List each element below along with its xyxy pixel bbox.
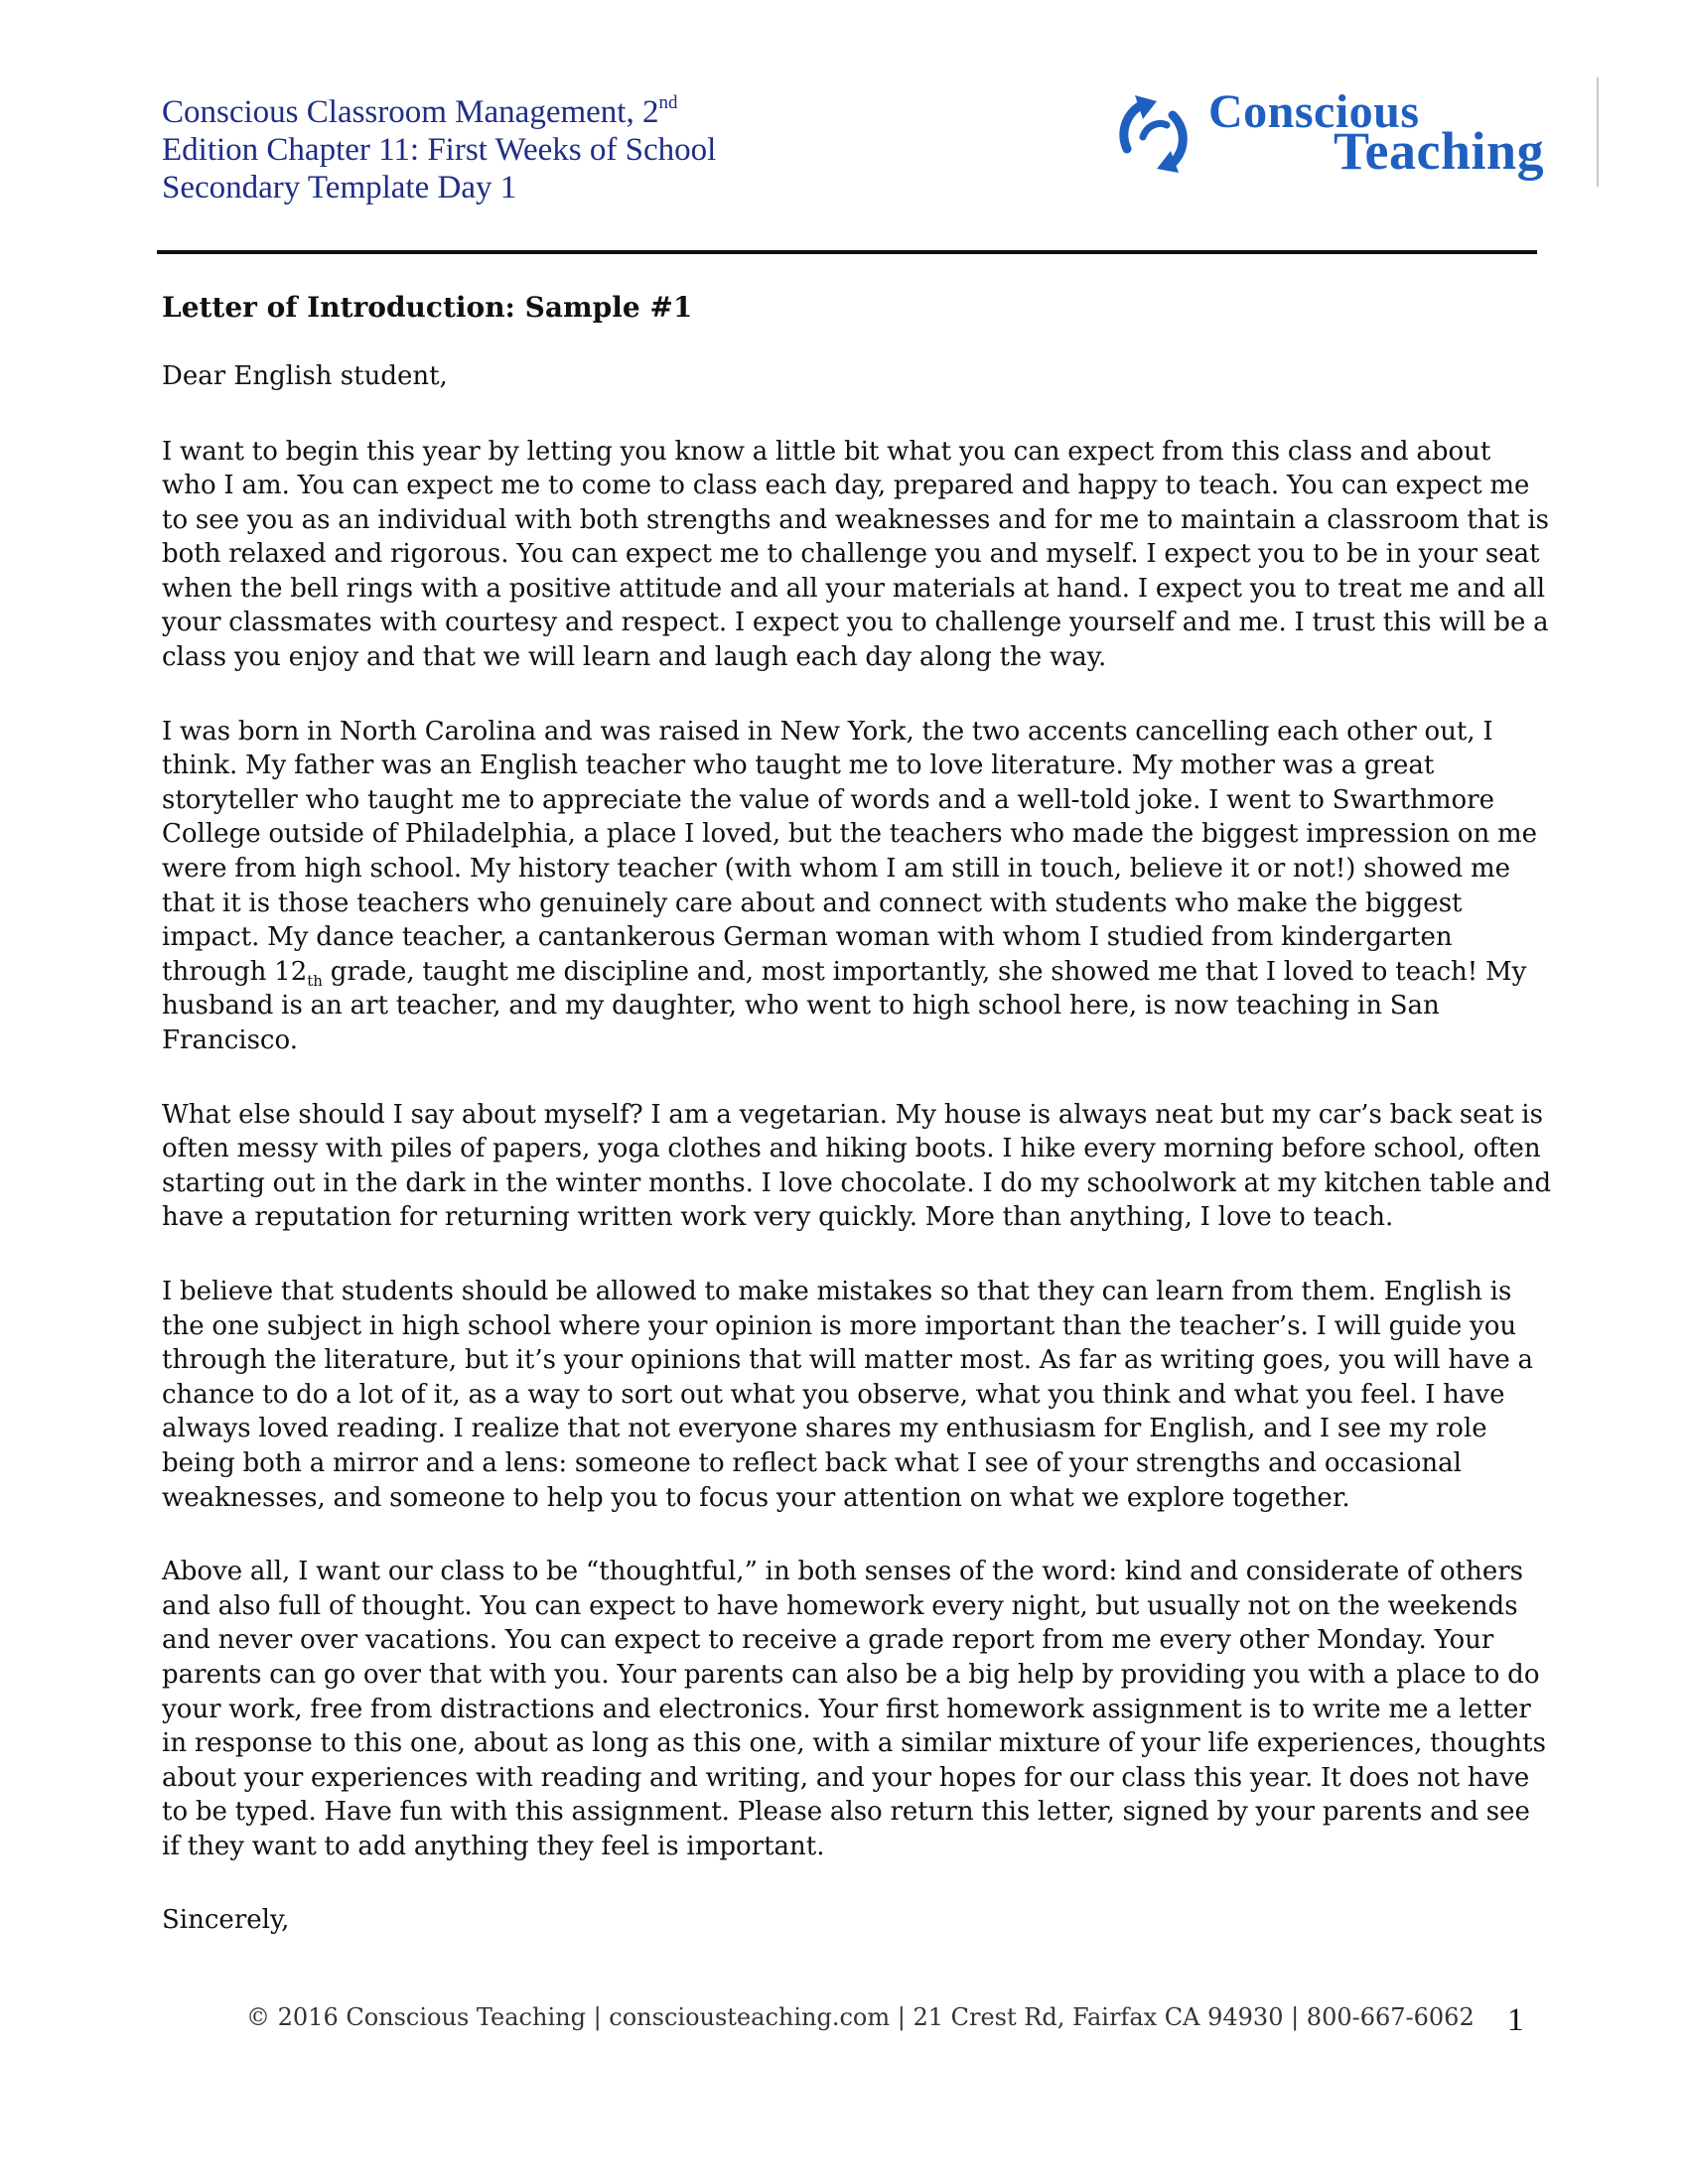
letter-body <box>162 288 1552 1979</box>
page-header <box>162 85 1552 252</box>
paragraph-expectations: I want to begin this year by letting you know a little bit what you can expect from this class and about who I am. You can expect me to come to class each day, prepared and happy to teach. You can expect me to see you as an individual with both strengths and weaknesses and for me to maintain a classroom that is both relaxed and rigorous. You can expect me to challenge you and myself. I expect you to be in your seat when the bell rings with a positive attitude and all your materials at hand. I expect you to treat me and all your classmates with courtesy and respect. I expect you to challenge yourself and me. I trust this will be a class you enjoy and that we will learn and laugh each day along the way. <box>162 436 1549 673</box>
document-title: Letter of Introduction: Sample #1 <box>162 291 693 324</box>
page-number: 1 <box>1507 2002 1524 2038</box>
header-title-ordinal-suffix: nd <box>658 92 678 113</box>
paragraph-background <box>162 715 1552 1058</box>
ordinal-suffix-th: th <box>307 972 323 990</box>
paragraph-background-part-2: grade, taught me discipline and, most importantly, she showed me that I loved to teach! My husband is an art teacher, and my daughter, who went to high school here, is now teaching in San Francisco. <box>162 956 1527 1055</box>
header-divider <box>157 250 1537 254</box>
circular-arrows-icon <box>1115 85 1204 185</box>
footer-contact-text: © 2016 Conscious Teaching | consciousteaching.com | 21 Crest Rd, Fairfax CA 94930 | 800-667-6062 <box>246 2003 1475 2031</box>
paragraph-background-part-1: I was born in North Carolina and was raised in New York, the two accents cancelling each other out, I think. My father was an English teacher who taught me to love literature. My mother was a great storyteller who taught me to appreciate the value of words and a well-told joke. I went to Swarthmore College outside of Philadelphia, a place I loved, but the teachers who made the biggest impression on me were from high school. My history teacher (with whom I am still in touch, believe it or not!) showed me that it is those teachers who genuinely care about and connect with students who make the biggest impact. My dance teacher, a cantankerous German woman with whom I studied from kindergarten through 12 <box>162 716 1538 987</box>
logo-word-teaching: Teaching <box>1334 121 1545 181</box>
letter-closing: Sincerely, <box>162 1905 290 1936</box>
page-footer <box>0 2000 1688 2040</box>
header-title <box>162 93 857 206</box>
logo-divider <box>1597 77 1599 187</box>
conscious-teaching-logo <box>1115 85 1602 193</box>
header-title-line-2: Edition Chapter 11: First Weeks of School <box>162 132 717 168</box>
letter-salutation: Dear English student, <box>162 361 448 391</box>
logo-word-conscious: Conscious <box>1208 85 1420 138</box>
header-title-line-3: Secondary Template Day 1 <box>162 170 517 205</box>
paragraph-homework: Above all, I want our class to be “thoughtful,” in both senses of the word: kind and considerate of others and also full of thought. You can expect to have homework every night, but usually not on the weekends and never over vacations. You can expect to receive a grade report from me every other Monday. Your parents can go over that with you. Your parents can also be a big help by providing you with a place to do your work, free from distractions and electronics. Your first homework assignment is to write me a letter in response to this one, about as long as this one, with a similar mixture of your life experiences, thoughts about your experiences with reading and writing, and your hopes for our class this year. It does not have to be typed. Have fun with this assignment. Please also return this letter, signed by your parents and see if they want to add anything they feel is important. <box>162 1557 1546 1861</box>
header-title-line-1-text: Conscious Classroom Management, 2 <box>162 94 659 130</box>
header-title-line-1 <box>162 93 857 131</box>
paragraph-about-me: What else should I say about myself? I am a vegetarian. My house is always neat but my car’s back seat is often messy with piles of papers, yoga clothes and hiking boots. I hike every morning before school, often starting out in the dark in the winter months. I love chocolate. I do my schoolwork at my kitchen table and have a reputation for returning written work very quickly. More than anything, I love to teach. <box>162 1099 1552 1233</box>
paragraph-beliefs: I believe that students should be allowed to make mistakes so that they can learn from them. English is the one subject in high school where your opinion is more important than the teacher’s. I will guide you through the literature, but it’s your opinions that will matter most. As far as writing goes, you will have a chance to do a lot of it, as a way to sort out what you observe, what you think and what you feel. I have always loved reading. I realize that not everyone shares my enthusiasm for English, and I see my role being both a mirror and a lens: someone to reflect back what I see of your strengths and occasional weaknesses, and someone to help you to focus your attention on what we explore together. <box>162 1276 1533 1513</box>
